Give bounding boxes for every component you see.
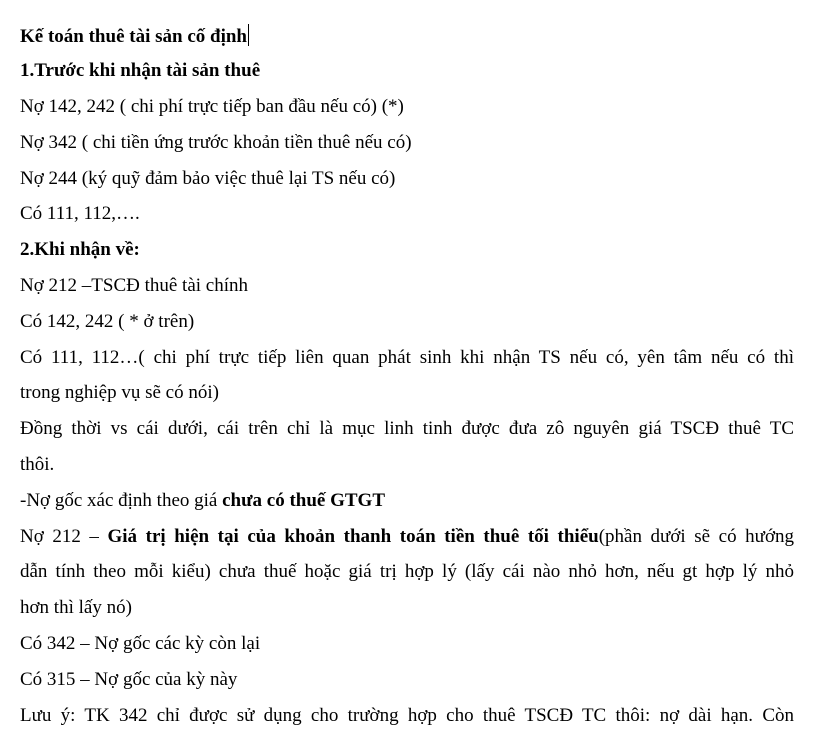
section1-line-2: Nợ 342 ( chi tiền ứng trước khoản tiền thuê nếu có) [20, 132, 412, 153]
note-line: Lưu ý: TK 342 chỉ được sử dụng cho trường hợp cho thuê TSCĐ TC thôi: nợ dài hạn. Còn [20, 705, 794, 726]
section1-line-4: Có 111, 112,…. [20, 203, 140, 224]
section2-heading: 2.Khi nhận về: [20, 239, 140, 260]
entry-212-bold: Giá trị hiện tại của khoản thanh toán tiền thuê tối thiểu [107, 526, 599, 547]
section2-line-1: Nợ 212 –TSCĐ thuê tài chính [20, 275, 248, 296]
document-title: Kế toán thuê tài sản cố định [20, 26, 247, 47]
entry-342-line: Có 342 – Nợ gốc các kỳ còn lại [20, 633, 261, 654]
section1-line-3: Nợ 244 (ký quỹ đảm bảo việc thuê lại TS nếu có) [20, 168, 396, 189]
paragraph-2-line-b: thôi. [20, 454, 55, 475]
entry-212-line-a [20, 525, 794, 549]
text-cursor [248, 24, 249, 46]
entry-212-line-b: dẫn tính theo mỗi kiểu) chưa thuế hoặc giá trị hợp lý (lấy cái nào nhỏ hơn, nếu gt hợp lý nhỏ [20, 561, 794, 582]
principal-note-prefix: -Nợ gốc xác định theo giá [20, 490, 223, 511]
principal-note [20, 489, 794, 513]
principal-note-bold: chưa có thuế GTGT [222, 490, 385, 511]
entry-212-line-c: hơn thì lấy nó) [20, 597, 132, 618]
section2-line-2: Có 142, 242 ( * ở trên) [20, 311, 195, 332]
entry-212-prefix: Nợ 212 – [20, 526, 108, 547]
paragraph-2-line-a: Đồng thời vs cái dưới, cái trên chỉ là mục linh tinh được đưa zô nguyên giá TSCĐ thuê TC [20, 418, 794, 439]
section1-heading: 1.Trước khi nhận tài sản thuê [20, 60, 261, 81]
document-title-line [20, 24, 794, 48]
entry-212-suffix: (phần dưới sẽ có hướng [598, 526, 794, 547]
paragraph-1-line-a: Có 111, 112…( chi phí trực tiếp liên quan phát sinh khi nhận TS nếu có, yên tâm nếu có thì [20, 347, 794, 368]
section1-line-1: Nợ 142, 242 ( chi phí trực tiếp ban đầu nếu có) (*) [20, 96, 404, 117]
entry-315-line: Có 315 – Nợ gốc của kỳ này [20, 669, 238, 690]
paragraph-1-line-b: trong nghiệp vụ sẽ có nói) [20, 382, 219, 403]
